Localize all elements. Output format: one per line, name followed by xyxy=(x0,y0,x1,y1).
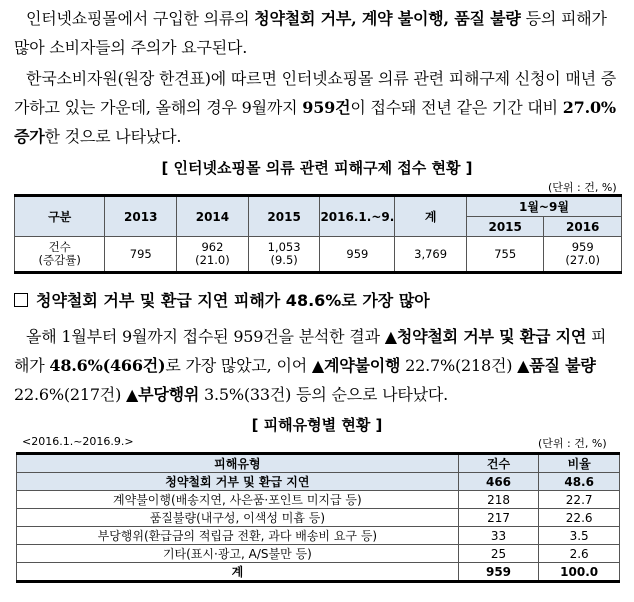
count-cell: 218 xyxy=(458,491,539,509)
table-row xyxy=(17,509,620,527)
col-header: 구분 xyxy=(15,196,105,237)
emphasis: 48.6%(466건) xyxy=(49,356,166,375)
table1-unit: (단위 : 건, %) xyxy=(548,181,617,194)
damage-type-table xyxy=(16,452,620,583)
section-paragraph xyxy=(14,322,620,409)
type-cell: 부당행위(환급금의 적립금 전환, 과다 배송비 요구 등) xyxy=(17,527,459,545)
text: 등의 피해가 많아 소비자들의 주의가 요구된다. xyxy=(14,9,607,57)
text: 피해가 xyxy=(14,327,607,375)
col-header: 비율 xyxy=(539,454,620,473)
emphasis: 959건 xyxy=(302,98,351,117)
type-cell: 계 xyxy=(17,563,459,582)
table-row xyxy=(17,491,620,509)
ratio-cell: 2.6 xyxy=(539,545,620,563)
table-cell xyxy=(105,237,177,273)
row-label-line: (증감률) xyxy=(38,253,81,267)
type-cell: 품질불량(내구성, 이색성 미흡 등) xyxy=(17,509,459,527)
table-cell xyxy=(248,237,320,273)
type-cell: 기타(표시·광고, A/S불만 등) xyxy=(17,545,459,563)
text: 로 가장 많았고, 이어 xyxy=(165,356,312,375)
cell-rate: (27.0) xyxy=(565,253,600,267)
col-header: 2016.1.~9. xyxy=(320,196,395,237)
col-header: 2015 xyxy=(248,196,320,237)
cell-value: 3,769 xyxy=(414,246,448,261)
table2-unit: (단위 : 건, %) xyxy=(538,437,607,450)
col-header: 2014 xyxy=(177,196,249,237)
col-header: 피해유형 xyxy=(17,454,459,473)
count-cell: 25 xyxy=(458,545,539,563)
col-header: 2013 xyxy=(105,196,177,237)
cell-rate: (9.5) xyxy=(270,253,298,267)
ratio-cell: 48.6 xyxy=(539,473,620,491)
square-bullet-icon xyxy=(14,293,28,307)
text: 22.6%(217건) xyxy=(14,385,126,404)
table-cell xyxy=(544,237,622,273)
table-cell xyxy=(466,237,543,273)
cell-rate: (21.0) xyxy=(195,253,230,267)
text: 올해 1월부터 9월까지 접수된 959건을 분석한 결과 xyxy=(26,327,385,346)
table-cell xyxy=(320,237,395,273)
row-label xyxy=(15,237,105,273)
ratio-cell: 22.6 xyxy=(539,509,620,527)
table-cell xyxy=(395,237,467,273)
emphasis: 청약철회 거부, 계약 불이행, 품질 불량 xyxy=(254,9,521,28)
ratio-cell: 3.5 xyxy=(539,527,620,545)
cell-value: 795 xyxy=(129,246,152,261)
text: 한국소비자원(원장 한견표)에 따르면 인터넷쇼핑몰 의류 관련 피해구제 신청이 매년 증가하고 있는 가운데, 올해의 경우 9월까지 xyxy=(14,69,617,117)
count-cell: 33 xyxy=(458,527,539,545)
emphasis: 27.0% 증가 xyxy=(14,98,616,146)
col-header-group: 1월~9월 xyxy=(466,196,621,217)
count-cell: 466 xyxy=(458,473,539,491)
cell-value: 962 xyxy=(201,240,224,254)
emphasis: ▲계약불이행 xyxy=(311,356,401,375)
type-cell: 계약불이행(배송지연, 사은품·포인트 미지급 등) xyxy=(17,491,459,509)
table2-title: [ 피해유형별 현황 ] xyxy=(251,416,383,434)
table-total-row xyxy=(17,563,620,582)
table-row xyxy=(17,545,620,563)
emphasis: ▲품질 불량 xyxy=(517,356,596,375)
text: 22.7%(218건) xyxy=(400,356,518,375)
table-cell xyxy=(177,237,249,273)
col-header: 계 xyxy=(395,196,467,237)
section-heading-text: 청약철회 거부 및 환급 지연 피해가 48.6%로 가장 많아 xyxy=(36,291,430,310)
text: 한 것으로 나타났다. xyxy=(44,127,182,146)
cell-value: 755 xyxy=(494,246,517,261)
ratio-cell: 22.7 xyxy=(539,491,620,509)
count-cell: 217 xyxy=(458,509,539,527)
section-heading xyxy=(14,288,430,311)
table-row xyxy=(17,473,620,491)
col-header: 2015 xyxy=(466,217,543,237)
cell-value: 1,053 xyxy=(267,240,301,254)
emphasis: ▲청약철회 거부 및 환급 지연 xyxy=(384,327,587,346)
row-label-line: 건수 xyxy=(48,240,71,254)
complaints-table xyxy=(14,194,622,274)
table-row xyxy=(17,527,620,545)
ratio-cell: 100.0 xyxy=(539,563,620,582)
text: 3.5%(33건) 등의 순으로 나타났다. xyxy=(199,385,449,404)
intro-paragraph-2 xyxy=(14,64,620,151)
emphasis: ▲부당행위 xyxy=(126,385,200,404)
text: 인터넷쇼핑몰에서 구입한 의류의 xyxy=(26,9,255,28)
col-header: 2016 xyxy=(544,217,622,237)
cell-value: 959 xyxy=(346,246,369,261)
cell-value: 959 xyxy=(571,240,594,254)
intro-paragraph-1 xyxy=(14,4,620,62)
type-cell: 청약철회 거부 및 환급 지연 xyxy=(17,473,459,491)
count-cell: 959 xyxy=(458,563,539,582)
table2-period: <2016.1.~2016.9.> xyxy=(22,435,134,448)
table1-title: [ 인터넷쇼핑몰 의류 관련 피해구제 접수 현황 ] xyxy=(161,159,473,177)
text: 이 접수돼 전년 같은 기간 대비 xyxy=(350,98,563,117)
col-header: 건수 xyxy=(458,454,539,473)
